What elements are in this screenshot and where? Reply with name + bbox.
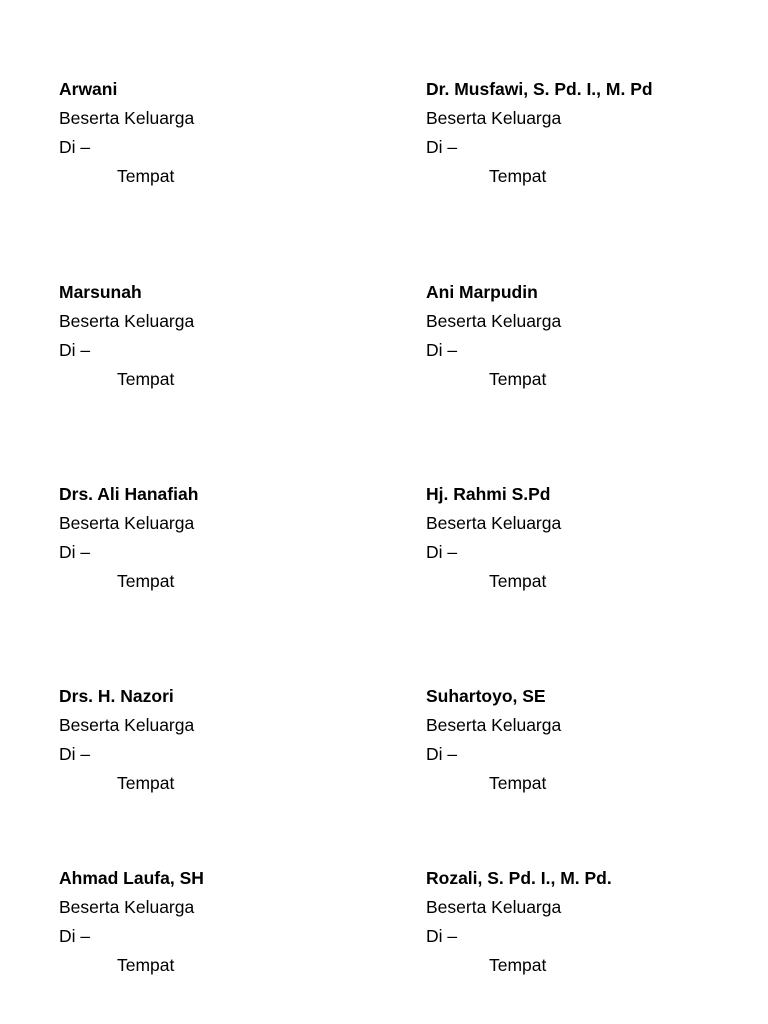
recipient-name: Hj. Rahmi S.Pd [426, 484, 551, 504]
location-text: Tempat [117, 571, 175, 591]
salutation-line: Beserta Keluarga [426, 513, 562, 533]
salutation-line: Beserta Keluarga [59, 513, 195, 533]
recipient-name: Suhartoyo, SE [426, 686, 546, 706]
address-label [426, 278, 766, 394]
address-label [426, 864, 766, 980]
recipient-name: Ani Marpudin [426, 282, 538, 302]
location-text: Tempat [489, 773, 547, 793]
address-label [426, 682, 766, 798]
location-text: Tempat [117, 166, 175, 186]
location-prefix: Di – [426, 542, 458, 562]
location-text: Tempat [489, 166, 547, 186]
location-text: Tempat [489, 369, 547, 389]
address-label [59, 480, 399, 596]
location-prefix: Di – [59, 340, 91, 360]
salutation-line: Beserta Keluarga [426, 108, 562, 128]
recipient-name: Marsunah [59, 282, 142, 302]
recipient-name: Drs. Ali Hanafiah [59, 484, 199, 504]
location-prefix: Di – [59, 744, 91, 764]
address-label [59, 278, 399, 394]
location-prefix: Di – [426, 137, 458, 157]
address-label [59, 864, 399, 980]
salutation-line: Beserta Keluarga [426, 311, 562, 331]
location-text: Tempat [489, 955, 547, 975]
recipient-name: Rozali, S. Pd. I., M. Pd. [426, 868, 612, 888]
recipient-name: Dr. Musfawi, S. Pd. I., M. Pd [426, 79, 653, 99]
location-text: Tempat [117, 773, 175, 793]
address-label [59, 75, 399, 191]
location-prefix: Di – [426, 926, 458, 946]
location-text: Tempat [117, 955, 175, 975]
salutation-line: Beserta Keluarga [59, 897, 195, 917]
salutation-line: Beserta Keluarga [426, 897, 562, 917]
location-prefix: Di – [426, 744, 458, 764]
location-prefix: Di – [59, 926, 91, 946]
address-label [59, 682, 399, 798]
salutation-line: Beserta Keluarga [59, 311, 195, 331]
location-prefix: Di – [426, 340, 458, 360]
location-prefix: Di – [59, 542, 91, 562]
address-label [426, 480, 766, 596]
location-text: Tempat [489, 571, 547, 591]
recipient-name: Ahmad Laufa, SH [59, 868, 204, 888]
salutation-line: Beserta Keluarga [59, 715, 195, 735]
recipient-name: Arwani [59, 79, 118, 99]
recipient-name: Drs. H. Nazori [59, 686, 174, 706]
salutation-line: Beserta Keluarga [426, 715, 562, 735]
address-label [426, 75, 766, 191]
location-text: Tempat [117, 369, 175, 389]
salutation-line: Beserta Keluarga [59, 108, 195, 128]
location-prefix: Di – [59, 137, 91, 157]
